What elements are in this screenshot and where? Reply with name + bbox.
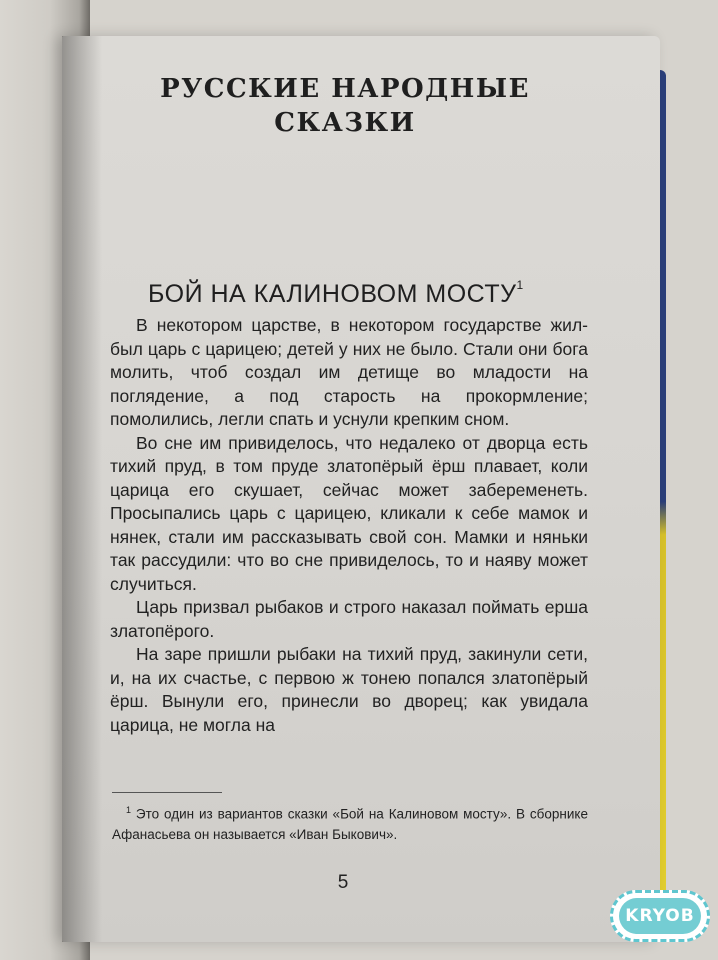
- footnote: [112, 800, 588, 845]
- story-text: [110, 314, 588, 737]
- story-title: [148, 280, 588, 309]
- page-number: 5: [337, 872, 349, 893]
- footnote-mark: 1: [126, 805, 132, 815]
- footnote-divider: [112, 792, 222, 793]
- paragraph: На заре пришли рыбаки на тихий пруд, закинули сети, и, на их счастье, с первою ж тонею попался златопёрый ёрш. Вынули его, принесли во дворец; как увидала царица, не могла на: [110, 644, 588, 735]
- paragraph: Во сне им привиделось, что недалеко от дворца есть тихий пруд, в том пруде златопёрый ёрш плавает, коли царица его скушает, сейчас может забеременеть. Просыпались царь с царицею, кликали к себе мамок и нянек, стали им рассказывать свой сон. Мамки и няньки так рассудили: что во сне привиделось, то и наяву может случиться.: [110, 432, 588, 594]
- book-title: РУССКИЕ НАРОДНЫЕ СКАЗКИ: [160, 74, 530, 138]
- watermark-logo: [610, 890, 710, 942]
- spine-shadow: [62, 36, 102, 942]
- paragraph: Царь призвал рыбаков и строго наказал поймать ерша златопёрого.: [110, 597, 588, 641]
- watermark-text: KRYOB: [619, 898, 701, 934]
- footnote-reference-mark: 1: [516, 278, 524, 292]
- paragraph: В некотором царстве, в некотором государстве жил-был царь с царицею; детей у них не было. Стали они бога молить, чтоб создал им детище во младости на поглядение, а под старость на прокормление; помолились, легли спать и уснули крепким сном.: [110, 315, 588, 429]
- footnote-text: Это один из вариантов сказки «Бой на Калиновом мосту». В сборнике Афанасьева он называется «Иван Быкович».: [112, 806, 588, 842]
- story-title-text: БОЙ НА КАЛИНОВОМ МОСТУ: [148, 280, 517, 308]
